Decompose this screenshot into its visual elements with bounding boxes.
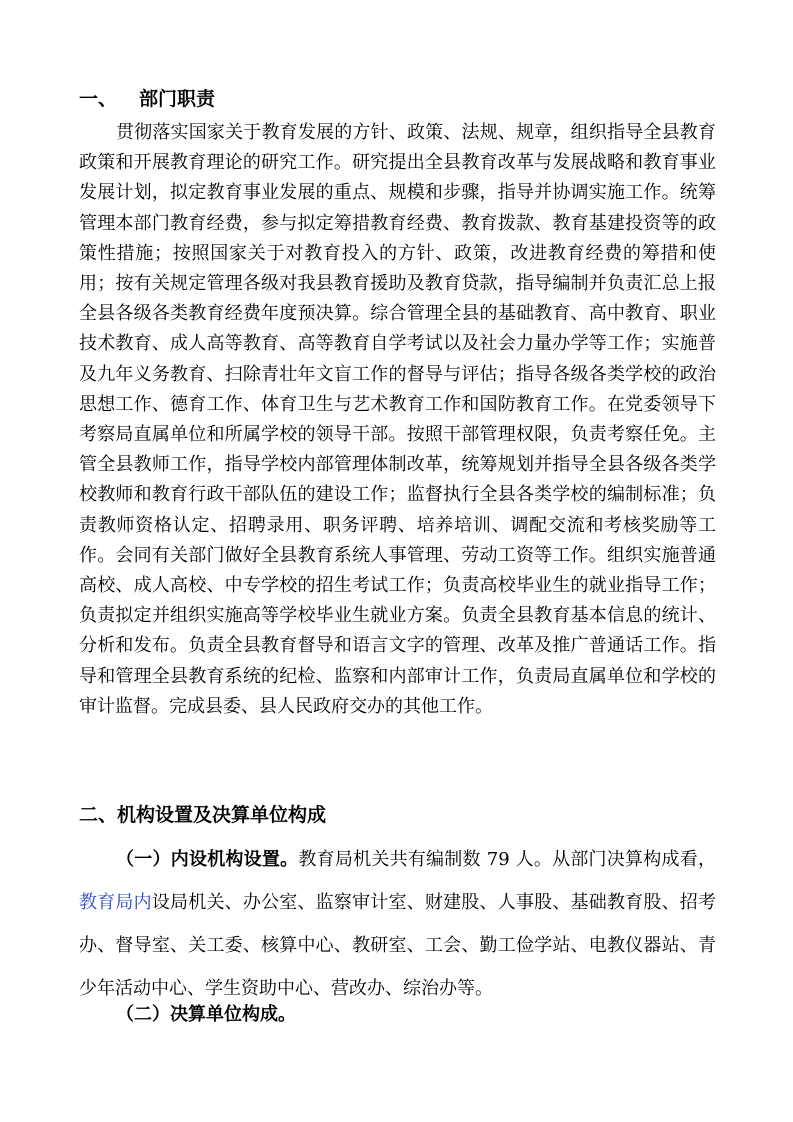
section-1-body: 贯彻落实国家关于教育发展的方针、政策、法规、规章，组织指导全县教育政策和开展教育理论的研究工作。研究提出全县教育改革与发展战略和教育事业发展计划，拟定教育事业发展的重点、规模和步骤，指导并协调实施工作。统筹管理本部门教育经费，参与拟定筹措教育经费、教育拨款、教育基建投资等的政策性措施；按照国家关于对教育投入的方针、政策，改进教育经费的筹措和使用；按有关规定管理各级对我县教育援助及教育贷款，指导编制并负责汇总上报全县各级各类教育经费年度预决算。综合管理全县的基础教育、高中教育、职业技术教育、成人高等教育、高等教育自学考试以及社会力量办学等工作；实施普及九年义务教育、扫除青壮年文盲工作的督导与评估；指导各级各类学校的政治思想工作、德育工作、体育卫生与艺术教育工作和国防教育工作。在党委领导下考察局直属单位和所属学校的领导干部。按照干部管理权限，负责考察任免。主管全县教师工作，指导学校内部管理体制改革，统筹规划并指导全县各级各类学校教师和教育行政干部队伍的建设工作；监督执行全县各类学校的编制标准；负责教师资格认定、招聘录用、职务评聘、培养培训、调配交流和考核奖励等工作。会同有关部门做好全县教育系统人事管理、劳动工资等工作。组织实施普通高校、成人高校、中专学校的招生考试工作；负责高校毕业生的就业指导工作；负责拟定并组织实施高等学校毕业生就业方案。负责全县教育基本信息的统计、分析和发布。负责全县教育督导和语言文字的管理、改革及推广普通话工作。指导和管理全县教育系统的纪检、监察和内部审计工作，负责局直属单位和学校的审计监督。完成县委、县人民政府交办的其他工作。 bbox=[79, 122, 716, 717]
section-1-number: 一、 bbox=[79, 88, 118, 110]
sub-1-label: （一）内设机构设置。 bbox=[116, 849, 299, 870]
sub-1-highlight: 教育局内 bbox=[79, 892, 152, 913]
sub-1-text-before: 教育局机关共有编制数 79 人。从部门决算构成看， bbox=[298, 849, 716, 870]
section-2-heading: 二、机构设置及决算单位构成 bbox=[79, 804, 327, 826]
section-2-sub-1-paragraph bbox=[79, 838, 716, 1010]
section-1-title: 部门职责 bbox=[139, 88, 216, 110]
section-2-sub-2-label: （二）决算单位构成。 bbox=[116, 1004, 296, 1025]
section-1-heading bbox=[79, 84, 215, 111]
sub-1-text-after: 设局机关、办公室、监察审计室、财建股、人事股、基础教育股、招考办、督导室、关工委、核算中心、教研室、工会、勤工俭学站、电教仪器站、青少年活动中心、学生资助中心、营改办、综治办等。 bbox=[79, 892, 717, 999]
